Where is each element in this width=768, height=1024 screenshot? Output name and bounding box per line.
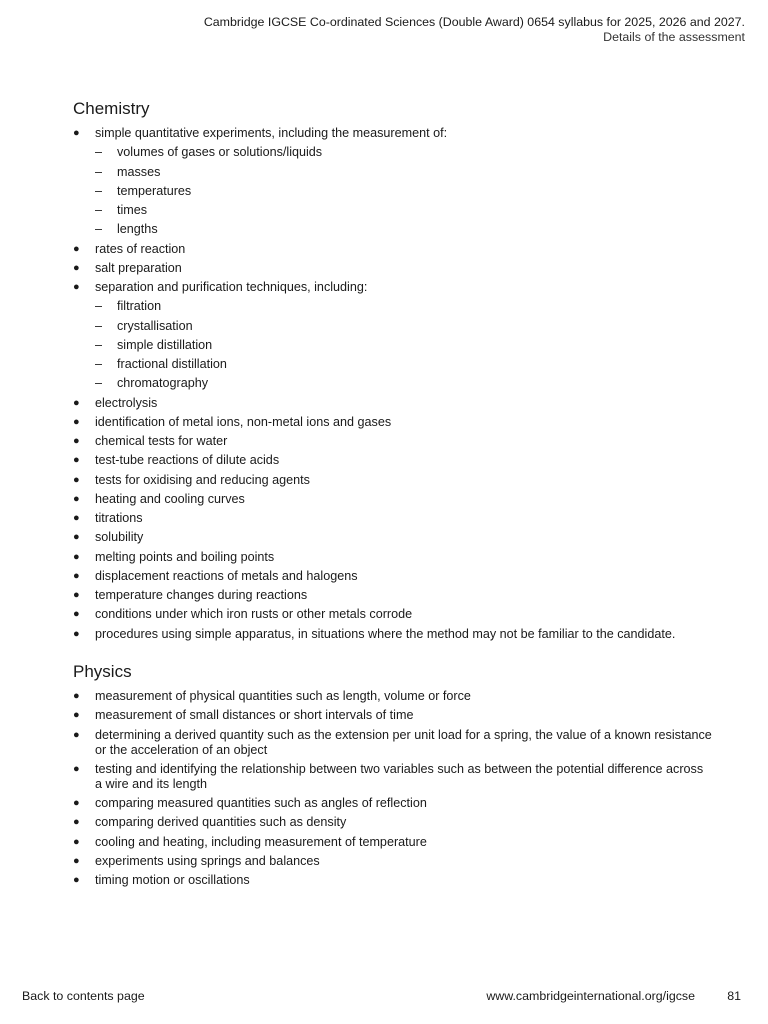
dash-marker: –	[95, 299, 103, 314]
sub-list-item	[73, 222, 713, 241]
list-item	[73, 689, 713, 708]
list-item	[73, 242, 713, 261]
list-item-text: testing and identifying the relationship between two variables such as between the potential difference across a wire and its length	[95, 761, 704, 791]
list-item	[73, 511, 713, 530]
list-item-text: conditions under which iron rusts or other metals corrode	[95, 607, 413, 622]
list-item	[73, 728, 713, 762]
list-item	[73, 453, 713, 472]
list-item	[73, 396, 713, 415]
list-item-text: separation and purification techniques, including:	[95, 280, 368, 294]
list-item-text: displacement reactions of metals and halogens	[95, 568, 358, 583]
list-item-text: simple quantitative experiments, including the measurement of:	[95, 126, 448, 140]
list-item-text: rates of reaction	[95, 241, 186, 256]
dash-marker: –	[95, 222, 103, 237]
list-item-text: identification of metal ions, non-metal ions and gases	[95, 414, 392, 429]
dash-marker: –	[95, 145, 103, 160]
list-item-text: experiments using springs and balances	[95, 854, 320, 869]
list-item	[73, 835, 713, 854]
list-item-text: masses	[117, 164, 161, 179]
list-item	[73, 415, 713, 434]
list-item-text: temperature changes during reactions	[95, 588, 308, 602]
chemistry-list	[73, 126, 713, 646]
bullet-icon: ●	[73, 127, 80, 139]
bullet-icon: ●	[73, 709, 80, 722]
sub-list-item	[73, 203, 713, 222]
list-item	[73, 126, 713, 145]
list-item	[73, 815, 713, 834]
bullet-icon: ●	[73, 690, 80, 702]
dash-marker: –	[95, 203, 103, 217]
sub-list-item	[73, 299, 713, 318]
sub-list-item	[73, 165, 713, 184]
sub-list-item	[73, 184, 713, 203]
list-item-text: cooling and heating, including measurement of temperature	[95, 834, 427, 849]
website-url[interactable]: www.cambridgeinternational.org/igcse	[486, 989, 695, 1003]
bullet-icon: ●	[73, 531, 80, 544]
bullet-icon: ●	[73, 435, 80, 447]
header-subtitle: Details of the assessment	[603, 30, 745, 44]
list-item	[73, 530, 713, 549]
list-item	[73, 873, 713, 892]
bullet-icon: ●	[73, 473, 80, 486]
dash-marker: –	[95, 337, 103, 352]
sub-list-item	[73, 376, 713, 395]
list-item-text: tests for oxidising and reducing agents	[95, 472, 310, 487]
list-item-text: solubility	[95, 530, 144, 545]
list-item	[73, 762, 713, 796]
bullet-icon: ●	[73, 492, 80, 505]
list-item-text: volumes of gases or solutions/liquids	[117, 145, 323, 160]
bullet-icon: ●	[73, 874, 80, 887]
list-item	[73, 708, 713, 727]
list-item-text: chemical tests for water	[95, 434, 228, 448]
list-item	[73, 492, 713, 511]
list-item-text: simple distillation	[117, 337, 213, 352]
list-item-text: timing motion or oscillations	[95, 873, 250, 888]
page-header	[204, 15, 745, 45]
list-item-text: crystallisation	[117, 318, 193, 333]
list-item-text: electrolysis	[95, 395, 158, 410]
sub-list-item	[73, 357, 713, 376]
sub-list-item	[73, 145, 713, 164]
list-item-text: comparing measured quantities such as angles of reflection	[95, 796, 427, 811]
list-item	[73, 550, 713, 569]
list-item-text: lengths	[117, 222, 158, 237]
list-item-text: comparing derived quantities such as density	[95, 815, 347, 830]
bullet-icon: ●	[73, 396, 80, 409]
bullet-icon: ●	[73, 415, 80, 428]
dash-marker: –	[95, 318, 103, 333]
dash-marker: –	[95, 183, 103, 198]
list-item	[73, 607, 713, 626]
bullet-icon: ●	[73, 454, 80, 467]
list-item	[73, 588, 713, 607]
bullet-icon: ●	[73, 835, 80, 848]
list-item	[73, 473, 713, 492]
list-item-text: test-tube reactions of dilute acids	[95, 453, 280, 468]
list-item	[73, 627, 713, 646]
list-item-text: determining a derived quantity such as the extension per unit load for a spring, the value of a known resistance or the acceleration of an object	[95, 727, 712, 757]
page-number: 81	[727, 989, 741, 1003]
list-item-text: melting points and boiling points	[95, 549, 275, 564]
bullet-icon: ●	[73, 608, 80, 621]
bullet-icon: ●	[73, 261, 80, 274]
bullet-icon: ●	[73, 242, 80, 255]
sub-list-item	[73, 338, 713, 357]
bullet-icon: ●	[73, 728, 80, 741]
list-item-text: times	[117, 203, 148, 217]
bullet-icon: ●	[73, 569, 80, 582]
section-title-physics: Physics	[73, 662, 132, 681]
bullet-icon: ●	[73, 762, 80, 775]
bullet-icon: ●	[73, 589, 80, 601]
list-item	[73, 280, 713, 299]
list-item-text: procedures using simple apparatus, in situations where the method may not be familiar to the candidate.	[95, 626, 676, 641]
list-item-text: titrations	[95, 511, 143, 525]
dash-marker: –	[95, 164, 103, 179]
bullet-icon: ●	[73, 855, 80, 868]
section-title-chemistry: Chemistry	[73, 99, 150, 118]
back-to-contents-link[interactable]: Back to contents page	[22, 989, 145, 1003]
physics-list	[73, 689, 713, 893]
list-item	[73, 796, 713, 815]
dash-marker: –	[95, 376, 103, 391]
dash-marker: –	[95, 357, 103, 371]
list-item-text: measurement of small distances or short intervals of time	[95, 708, 414, 723]
list-item	[73, 569, 713, 588]
list-item-text: salt preparation	[95, 260, 182, 275]
list-item-text: temperatures	[117, 183, 192, 198]
list-item	[73, 261, 713, 280]
list-item-text: chromatography	[117, 376, 209, 391]
bullet-icon: ●	[73, 281, 80, 293]
list-item	[73, 854, 713, 873]
sub-list-item	[73, 319, 713, 338]
list-item-text: fractional distillation	[117, 357, 227, 371]
list-item	[73, 434, 713, 453]
list-item-text: filtration	[117, 299, 162, 314]
bullet-icon: ●	[73, 627, 80, 640]
list-item-text: heating and cooling curves	[95, 491, 245, 506]
bullet-icon: ●	[73, 512, 80, 524]
bullet-icon: ●	[73, 797, 80, 810]
bullet-icon: ●	[73, 550, 80, 563]
list-item-text: measurement of physical quantities such as length, volume or force	[95, 689, 471, 703]
bullet-icon: ●	[73, 816, 80, 829]
header-title: Cambridge IGCSE Co-ordinated Sciences (Double Award) 0654 syllabus for 2025, 2026 and 2027.	[203, 15, 745, 29]
